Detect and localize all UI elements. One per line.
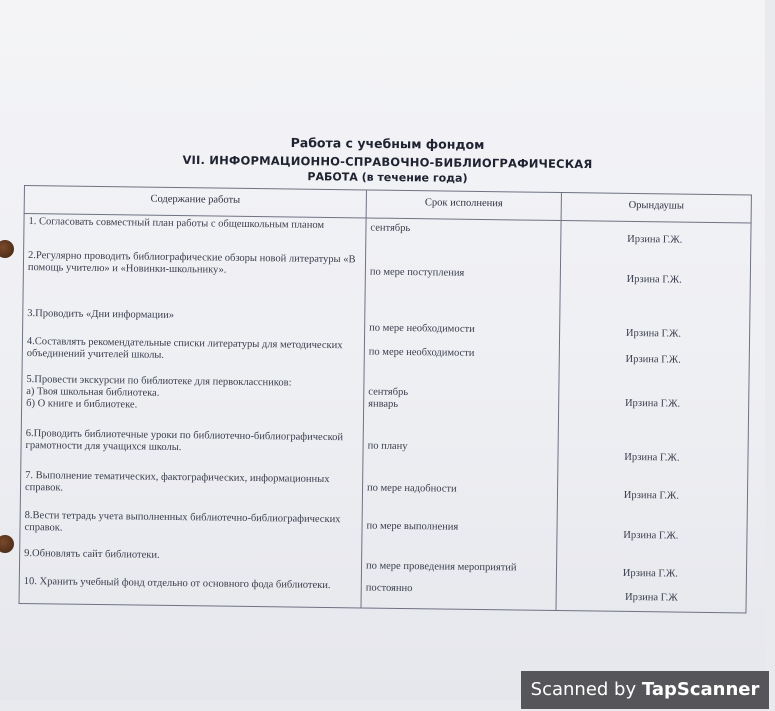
table-row bbox=[21, 371, 749, 435]
row-term: по мере проведения мероприятий bbox=[361, 550, 556, 581]
row-content: 10. Хранить учебный фонд отдельно от основного фода библиотеки. bbox=[19, 573, 361, 607]
scanner-watermark bbox=[521, 671, 769, 709]
watermark-brand: TapScanner bbox=[641, 679, 760, 700]
row-term: постоянно bbox=[361, 578, 556, 611]
row-responsible: Ирзина Г.Ж bbox=[556, 581, 746, 613]
row-responsible: Ирзина Г.Ж. bbox=[561, 221, 751, 257]
work-plan-table bbox=[19, 185, 752, 613]
row-term: по мере необходимости bbox=[365, 310, 560, 341]
row-responsible: Ирзина Г.Ж. bbox=[557, 475, 748, 517]
row-term: по мере необходимости bbox=[364, 338, 559, 379]
row-term: по мере надобности bbox=[362, 472, 558, 515]
header-content: Содержание работы bbox=[24, 186, 366, 218]
row-term: по мере поступления bbox=[365, 252, 561, 313]
header-term: Срок исполнения bbox=[366, 190, 561, 221]
row-responsible: Ирзина Г.Ж. bbox=[556, 553, 746, 583]
row-responsible: Ирзина Г.Ж. bbox=[558, 379, 749, 435]
row-content: 7. Выполнение тематических, фактографических, информационных справок. bbox=[20, 467, 362, 511]
row-content: 1. Согласовать совместный план работы с общешкольным планом bbox=[24, 214, 366, 252]
row-content: 2.Регулярно проводить библиографические обзоры новой литературы «В помощь учителю» и «Новинки-школьнику». bbox=[23, 248, 366, 310]
header-responsible: Орындаушы bbox=[561, 193, 751, 223]
row-responsible: Ирзина Г.Ж. bbox=[558, 433, 749, 477]
row-responsible: Ирзина Г.Ж. bbox=[560, 255, 751, 315]
row-responsible: Ирзина Г.Ж. bbox=[559, 341, 749, 381]
row-content: 5.Провести экскурсии по библиотеке для первоклассников: а) Твоя школьная библиотека. б) О книге и библиотеке. bbox=[21, 371, 364, 429]
row-content: 9.Обновлять сайт библиотеки. bbox=[19, 545, 361, 577]
table-row bbox=[23, 248, 751, 316]
row-content: 8.Вести тетрадь учета выполненных библиотечно-библиографических справок. bbox=[20, 507, 362, 549]
row-term: по мере выполнения bbox=[362, 512, 557, 553]
row-term: сентябрь bbox=[366, 218, 561, 255]
row-content: 4.Составлять рекомендательные списки литературы для методических объединений учителей школы. bbox=[22, 333, 364, 375]
row-content: 3.Проводить «Дни информации» bbox=[23, 305, 365, 337]
document-title: Работа с учебным фондом bbox=[290, 134, 485, 153]
row-responsible: Ирзина Г.Ж. bbox=[557, 515, 747, 555]
row-term: по плану bbox=[363, 430, 559, 475]
row-content: 6.Проводить библиотечные уроки по библиотечно-библиографической грамотности для учащихся школы. bbox=[21, 425, 364, 471]
row-responsible: Ирзина Г.Ж. bbox=[560, 313, 750, 343]
section-title: VII. ИНФОРМАЦИОННО-СПРАВОЧНО-БИБЛИОГРАФИЧЕСКАЯ bbox=[182, 152, 593, 172]
row-term: сентябрь январь bbox=[363, 376, 559, 433]
watermark-prefix: Scanned by bbox=[530, 679, 642, 700]
section-subtitle: РАБОТА (в течение года) bbox=[307, 170, 468, 185]
